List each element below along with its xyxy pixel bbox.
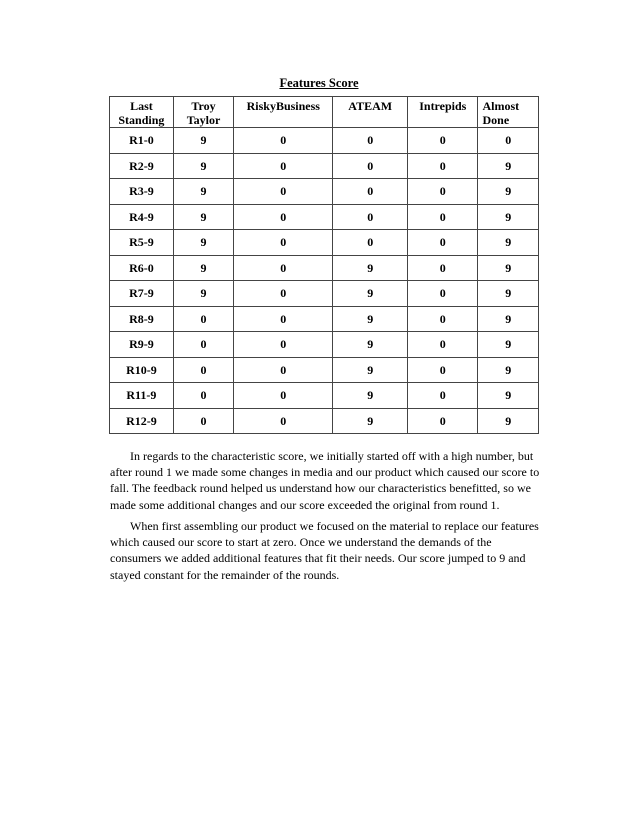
header-last-standing bbox=[110, 97, 174, 128]
cell-troy-taylor: 0 bbox=[173, 383, 234, 409]
cell-ateam: 9 bbox=[333, 383, 408, 409]
table-row bbox=[110, 204, 539, 230]
cell-almost-done: 9 bbox=[478, 281, 539, 307]
cell-riskybusiness: 0 bbox=[234, 128, 333, 154]
cell-riskybusiness: 0 bbox=[234, 383, 333, 409]
cell-riskybusiness: 0 bbox=[234, 281, 333, 307]
cell-riskybusiness: 0 bbox=[234, 204, 333, 230]
cell-troy-taylor: 0 bbox=[173, 408, 234, 434]
cell-almost-done: 9 bbox=[478, 255, 539, 281]
paragraph-2-block bbox=[110, 518, 540, 583]
cell-troy-taylor: 9 bbox=[173, 230, 234, 256]
cell-almost-done: 9 bbox=[478, 306, 539, 332]
table-row bbox=[110, 179, 539, 205]
header-line: Taylor bbox=[186, 113, 221, 127]
cell-almost-done: 9 bbox=[478, 332, 539, 358]
header-line: Almost bbox=[482, 99, 520, 113]
cell-intrepids: 0 bbox=[408, 408, 478, 434]
cell-last-standing: R9-9 bbox=[110, 332, 174, 358]
table-header-row bbox=[110, 97, 539, 128]
cell-last-standing: R8-9 bbox=[110, 306, 174, 332]
cell-last-standing: R4-9 bbox=[110, 204, 174, 230]
cell-ateam: 9 bbox=[333, 281, 408, 307]
cell-ateam: 0 bbox=[333, 204, 408, 230]
header-almost-done bbox=[478, 97, 539, 128]
cell-almost-done: 0 bbox=[478, 128, 539, 154]
cell-intrepids: 0 bbox=[408, 383, 478, 409]
cell-last-standing: R3-9 bbox=[110, 179, 174, 205]
paragraph-1: In regards to the characteristic score, we initially started off with a high number, but after round 1 we made some changes in media and our product which caused our score to fall. The feedback round helped us understand how our characteristics benefitted, so we made some additional changes and our score exceeded the original from round 1. bbox=[110, 449, 540, 512]
cell-intrepids: 0 bbox=[408, 153, 478, 179]
header-intrepids bbox=[408, 97, 478, 128]
paragraph-2: When first assembling our product we focused on the material to replace our features which caused our score to start at zero. Once we understand the demands of the consumers we added additional features that fit their needs. Our score jumped to 9 and stayed constant for the remainder of the rounds. bbox=[110, 519, 539, 582]
cell-last-standing: R6-0 bbox=[110, 255, 174, 281]
cell-troy-taylor: 0 bbox=[173, 306, 234, 332]
cell-last-standing: R2-9 bbox=[110, 153, 174, 179]
cell-almost-done: 9 bbox=[478, 357, 539, 383]
table-body bbox=[110, 128, 539, 434]
cell-troy-taylor: 9 bbox=[173, 281, 234, 307]
cell-ateam: 0 bbox=[333, 179, 408, 205]
cell-almost-done: 9 bbox=[478, 153, 539, 179]
table-row bbox=[110, 332, 539, 358]
cell-troy-taylor: 9 bbox=[173, 255, 234, 281]
cell-riskybusiness: 0 bbox=[234, 408, 333, 434]
header-line: Troy bbox=[191, 99, 216, 113]
cell-ateam: 9 bbox=[333, 255, 408, 281]
cell-intrepids: 0 bbox=[408, 332, 478, 358]
cell-almost-done: 9 bbox=[478, 204, 539, 230]
cell-riskybusiness: 0 bbox=[234, 255, 333, 281]
cell-ateam: 9 bbox=[333, 332, 408, 358]
header-line: Done bbox=[482, 113, 510, 127]
table-title: Features Score bbox=[279, 76, 359, 90]
cell-riskybusiness: 0 bbox=[234, 357, 333, 383]
table-row bbox=[110, 153, 539, 179]
cell-troy-taylor: 9 bbox=[173, 179, 234, 205]
cell-intrepids: 0 bbox=[408, 357, 478, 383]
table-row bbox=[110, 408, 539, 434]
cell-riskybusiness: 0 bbox=[234, 230, 333, 256]
header-line: Last bbox=[130, 99, 153, 113]
cell-intrepids: 0 bbox=[408, 204, 478, 230]
header-riskybusiness bbox=[234, 97, 333, 128]
cell-last-standing: R11-9 bbox=[110, 383, 174, 409]
header-line: ATEAM bbox=[348, 99, 393, 113]
cell-last-standing: R7-9 bbox=[110, 281, 174, 307]
cell-intrepids: 0 bbox=[408, 179, 478, 205]
table-row bbox=[110, 255, 539, 281]
cell-ateam: 0 bbox=[333, 153, 408, 179]
cell-intrepids: 0 bbox=[408, 128, 478, 154]
cell-last-standing: R10-9 bbox=[110, 357, 174, 383]
cell-ateam: 9 bbox=[333, 408, 408, 434]
features-score-table bbox=[109, 96, 539, 434]
cell-riskybusiness: 0 bbox=[234, 179, 333, 205]
header-line: Intrepids bbox=[419, 99, 467, 113]
cell-ateam: 9 bbox=[333, 306, 408, 332]
header-line: RiskyBusiness bbox=[246, 99, 320, 113]
cell-almost-done: 9 bbox=[478, 179, 539, 205]
table-row bbox=[110, 281, 539, 307]
cell-troy-taylor: 9 bbox=[173, 204, 234, 230]
table-row bbox=[110, 383, 539, 409]
cell-almost-done: 9 bbox=[478, 230, 539, 256]
cell-ateam: 0 bbox=[333, 230, 408, 256]
cell-almost-done: 9 bbox=[478, 383, 539, 409]
cell-troy-taylor: 9 bbox=[173, 128, 234, 154]
cell-intrepids: 0 bbox=[408, 230, 478, 256]
cell-last-standing: R5-9 bbox=[110, 230, 174, 256]
cell-last-standing: R12-9 bbox=[110, 408, 174, 434]
table-row bbox=[110, 306, 539, 332]
cell-ateam: 9 bbox=[333, 357, 408, 383]
table-row bbox=[110, 357, 539, 383]
cell-almost-done: 9 bbox=[478, 408, 539, 434]
cell-intrepids: 0 bbox=[408, 306, 478, 332]
header-ateam bbox=[333, 97, 408, 128]
cell-intrepids: 0 bbox=[408, 281, 478, 307]
cell-troy-taylor: 0 bbox=[173, 332, 234, 358]
cell-riskybusiness: 0 bbox=[234, 306, 333, 332]
cell-riskybusiness: 0 bbox=[234, 332, 333, 358]
cell-troy-taylor: 0 bbox=[173, 357, 234, 383]
paragraph-1-block bbox=[110, 448, 540, 513]
header-line: Standing bbox=[118, 113, 165, 127]
header-troy-taylor bbox=[173, 97, 234, 128]
cell-troy-taylor: 9 bbox=[173, 153, 234, 179]
cell-ateam: 0 bbox=[333, 128, 408, 154]
table-row bbox=[110, 230, 539, 256]
cell-riskybusiness: 0 bbox=[234, 153, 333, 179]
cell-last-standing: R1-0 bbox=[110, 128, 174, 154]
cell-intrepids: 0 bbox=[408, 255, 478, 281]
table-row bbox=[110, 128, 539, 154]
